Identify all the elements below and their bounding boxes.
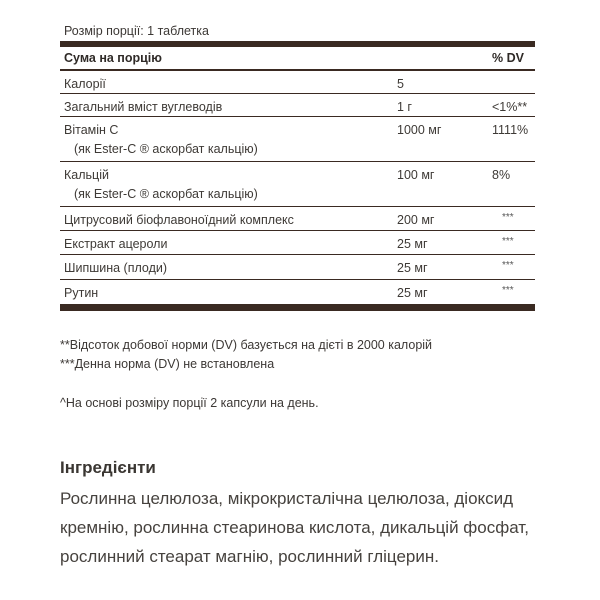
nutrient-name: Рутин <box>64 286 99 300</box>
table-row <box>60 117 535 162</box>
nutrient-amount: 1 г <box>397 100 412 114</box>
table-row <box>60 255 535 280</box>
nutrient-name: Калорії <box>64 77 106 91</box>
nutrient-dv: 8% <box>492 168 511 182</box>
footnote-serving-basis: ^На основі розміру порції 2 капсули на день. <box>60 396 319 410</box>
nutrient-name-block <box>64 166 258 204</box>
table-row <box>60 71 535 94</box>
supplement-facts-table <box>60 21 535 311</box>
nutrient-amount: 5 <box>397 77 404 91</box>
table-row <box>60 207 535 231</box>
nutrient-name: Шипшина (плоди) <box>64 261 168 275</box>
dv-column-header: % DV <box>492 51 524 65</box>
table-header <box>60 47 535 69</box>
table-row <box>60 94 535 117</box>
nutrient-amount: 25 мг <box>397 261 428 275</box>
nutrient-name: Екстракт ацероли <box>64 237 168 251</box>
nutrient-amount: 1000 мг <box>397 123 442 137</box>
nutrient-name: Цитрусовий біофлавоноїдний комплекс <box>64 213 294 227</box>
nutrient-dv: *** <box>502 212 514 223</box>
nutrient-dv: 1111% <box>492 123 529 137</box>
nutrient-name-block <box>64 121 258 159</box>
nutrient-amount: 25 мг <box>397 237 428 251</box>
footnote-dv-not-established: ***Денна норма (DV) не встановлена <box>60 357 275 371</box>
nutrient-name: Кальцій <box>64 168 109 182</box>
nutrient-dv: *** <box>502 236 514 247</box>
ingredients-title: Інгредієнти <box>60 458 156 477</box>
amount-per-serving-label: Сума на порцію <box>64 51 162 65</box>
nutrient-amount: 100 мг <box>397 168 435 182</box>
table-row <box>60 231 535 255</box>
nutrient-amount: 25 мг <box>397 286 428 300</box>
table-row <box>60 162 535 207</box>
serving-size: Розмір порції: 1 таблетка <box>64 24 209 38</box>
nutrient-source: (як Ester-C ® аскорбат кальцію) <box>74 142 258 156</box>
footnote-dv-basis: **Відсоток добової норми (DV) базується на дієті в 2000 калорій <box>60 338 433 352</box>
nutrient-source: (як Ester-C ® аскорбат кальцію) <box>74 187 258 201</box>
nutrient-dv: *** <box>502 260 514 271</box>
nutrient-amount: 200 мг <box>397 213 435 227</box>
nutrient-name: Загальний вміст вуглеводів <box>64 100 223 114</box>
thick-divider-bottom <box>60 304 535 311</box>
ingredients-text: Рослинна целюлоза, мікрокристалічна целюлоза, діоксид кремнію, рослинна стеаринова кислота, дикальцій фосфат, рослинний стеарат магнію, рослинний гліцерин. <box>60 489 529 566</box>
table-row <box>60 280 535 304</box>
nutrient-name: Вітамін С <box>64 123 119 137</box>
nutrient-dv: *** <box>502 285 514 296</box>
footnotes <box>60 336 540 413</box>
nutrient-dv: <1%** <box>492 100 528 114</box>
